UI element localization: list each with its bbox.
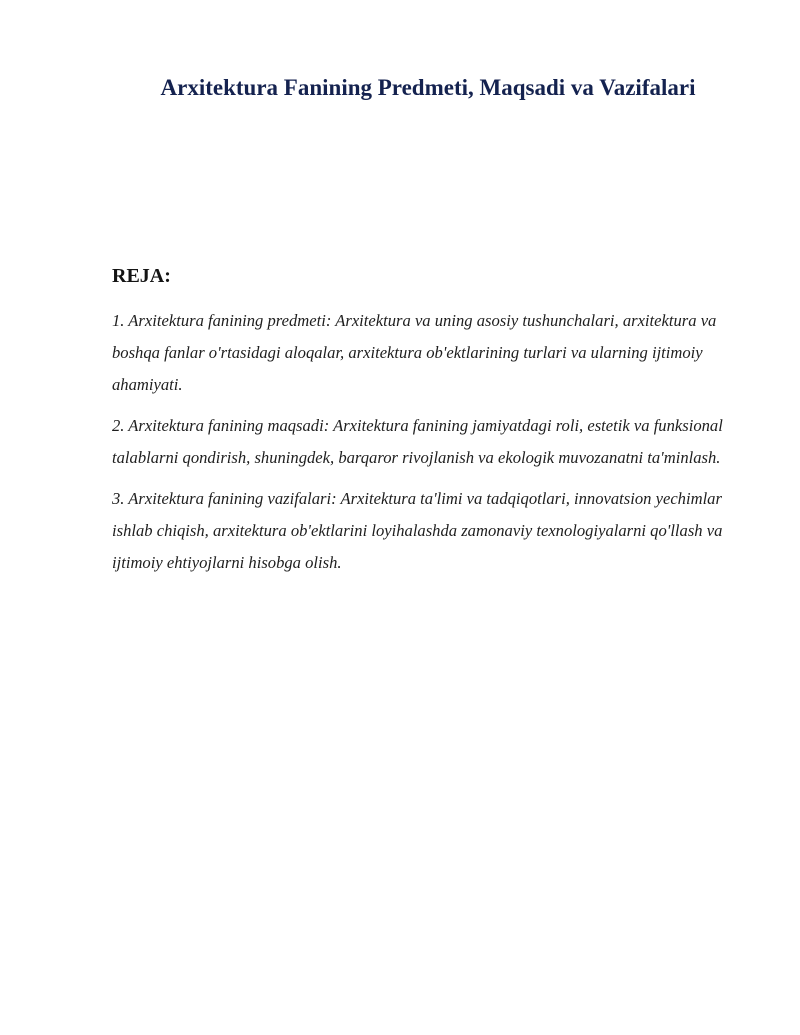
- plan-list: [112, 305, 742, 588]
- plan-heading: REJA:: [112, 265, 171, 287]
- plan-item-subject: 1. Arxitektura fanining predmeti: Arxitektura va uning asosiy tushunchalari, arxitektura va boshqa fanlar o'rtasidagi aloqalar, arxitektura ob'ektlarining turlari va ularning ijtimoiy ahamiyati.: [112, 311, 717, 394]
- plan-item-goal: 2. Arxitektura fanining maqsadi: Arxitektura fanining jamiyatdagi roli, estetik va funksional talablarni qondirish, shuningdek, barqaror rivojlanish va ekologik muvozanatni ta'minlash.: [112, 416, 723, 467]
- document-title: Arxitektura Fanining Predmeti, Maqsadi va Vazifalari: [160, 75, 696, 100]
- plan-item-tasks: 3. Arxitektura fanining vazifalari: Arxitektura ta'limi va tadqiqotlari, innovatsion yechimlar ishlab chiqish, arxitektura ob'ektlarini loyihalashda zamonaviy texnologiyalarni qo'llash va ijtimoiy ehtiyojlarni hisobga olish.: [112, 489, 723, 572]
